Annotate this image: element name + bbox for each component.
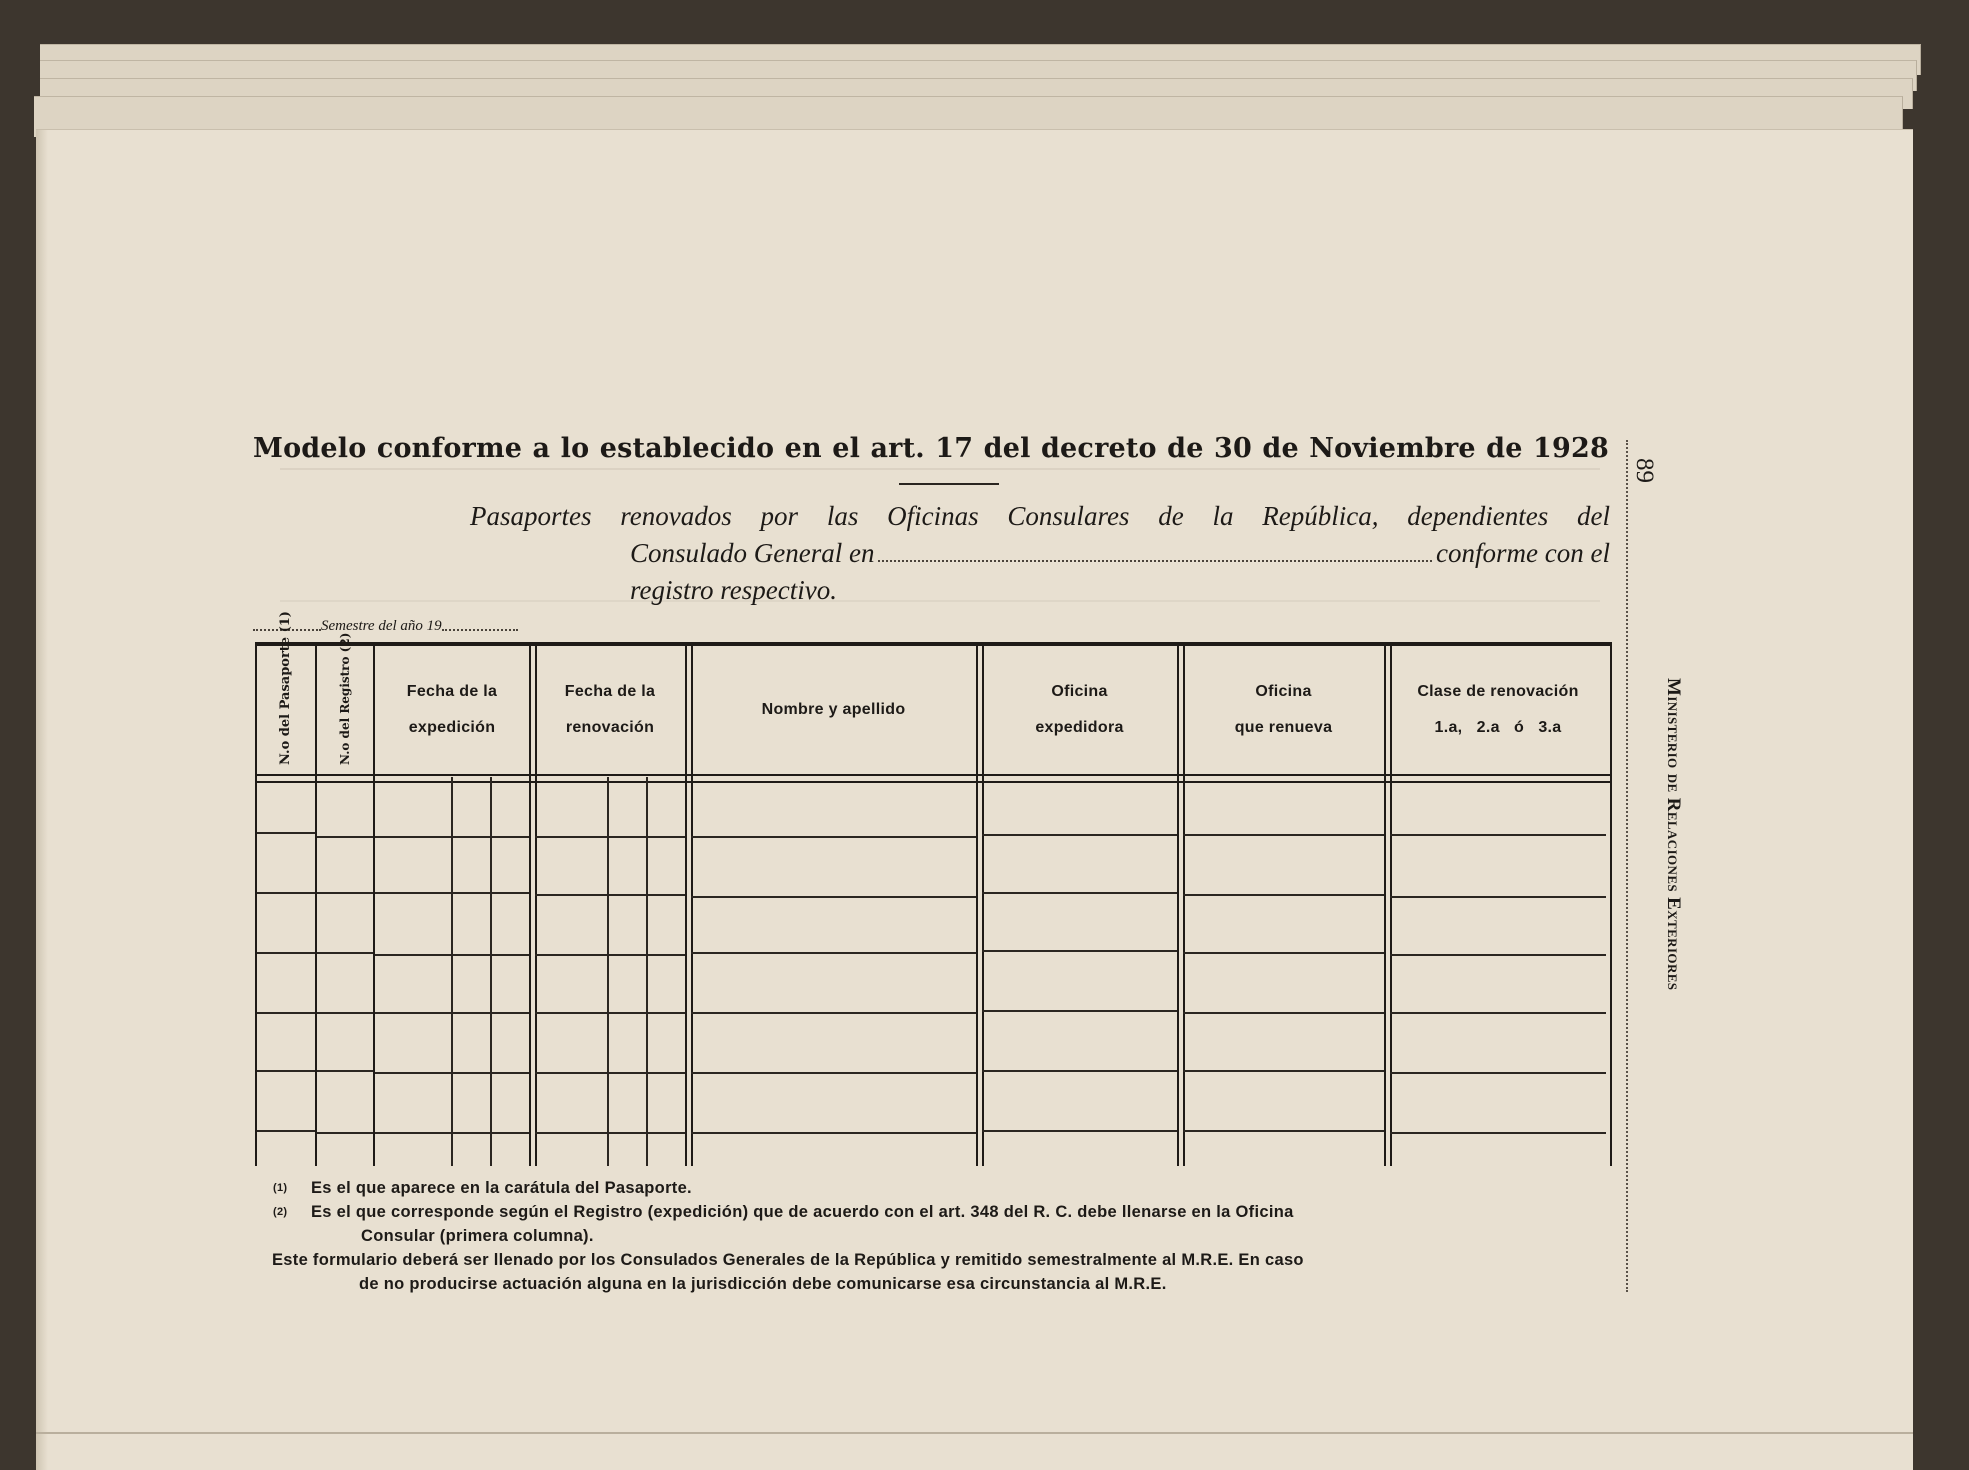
document-title: Modelo conforme a lo establecido en el art. 17 del decreto de 30 de Noviembre de 1928 bbox=[253, 433, 1609, 464]
header-oficina-renueva: Oficina que renueva bbox=[1234, 683, 1333, 736]
semestre-label: Semestre del año 19 bbox=[321, 618, 442, 634]
header-oficina-expedidora: Oficina expedidora bbox=[1035, 683, 1124, 736]
subtitle-line-2 bbox=[630, 535, 1610, 572]
header-pasaporte: N.o del Pasaporte (1) bbox=[278, 611, 293, 765]
instructions-line-2: de no producirse actuación alguna en la jurisdicción debe comunicarse esa circunstancia al M.R.E. bbox=[359, 1275, 1167, 1293]
fill-in-dotted-line bbox=[878, 535, 1432, 562]
subtitle-conforme: conforme con el bbox=[1436, 538, 1610, 568]
footnote-text: Es el que corresponde según el Registro (expedición) que de acuerdo con el art. 348 del R. C. debe llenarse en la Oficina bbox=[311, 1203, 1294, 1221]
form-instructions bbox=[272, 1248, 1593, 1296]
footnote-2 bbox=[273, 1200, 1593, 1224]
header-clase-renovacion: Clase de renovación 1.a, 2.a ó 3.a bbox=[1417, 683, 1579, 736]
header-nombre: Nombre y apellido bbox=[761, 701, 906, 718]
footnote-marker: (1) bbox=[273, 1182, 288, 1194]
page-bottom-edge bbox=[36, 1432, 1913, 1434]
running-head: Ministerio de Relaciones Exteriores bbox=[1663, 678, 1684, 991]
footnote-marker: (2) bbox=[273, 1206, 288, 1218]
title-rule bbox=[899, 483, 999, 485]
document-subtitle bbox=[470, 498, 1610, 609]
footnote-1 bbox=[273, 1176, 1593, 1200]
page-number: 89 bbox=[1631, 458, 1658, 483]
header-fecha-expedicion: Fecha de la expedición bbox=[406, 683, 498, 736]
instructions-line-1: Este formulario deberá ser llenado por los Consulados Generales de la República y remitido semestralmente al M.R.E. En caso bbox=[272, 1251, 1304, 1269]
fill-in-dotted-line bbox=[442, 629, 518, 631]
header-separator bbox=[257, 774, 1610, 783]
header-fecha-renovacion: Fecha de la renovación bbox=[564, 683, 656, 736]
margin-dotted-rule bbox=[1626, 440, 1628, 1292]
subtitle-line-1: Pasaportes renovados por las Oficinas Consulares de la República, dependientes del bbox=[470, 501, 1610, 531]
header-registro: N.o del Registro (2) bbox=[338, 632, 352, 765]
footnotes bbox=[273, 1176, 1593, 1296]
subtitle-consulado: Consulado General en bbox=[630, 538, 875, 568]
footnote-text: Es el que aparece en la carátula del Pasaporte. bbox=[311, 1179, 692, 1197]
subtitle-line-3: registro respectivo. bbox=[630, 575, 837, 605]
footnote-2-continuation: Consular (primera columna). bbox=[361, 1227, 594, 1245]
